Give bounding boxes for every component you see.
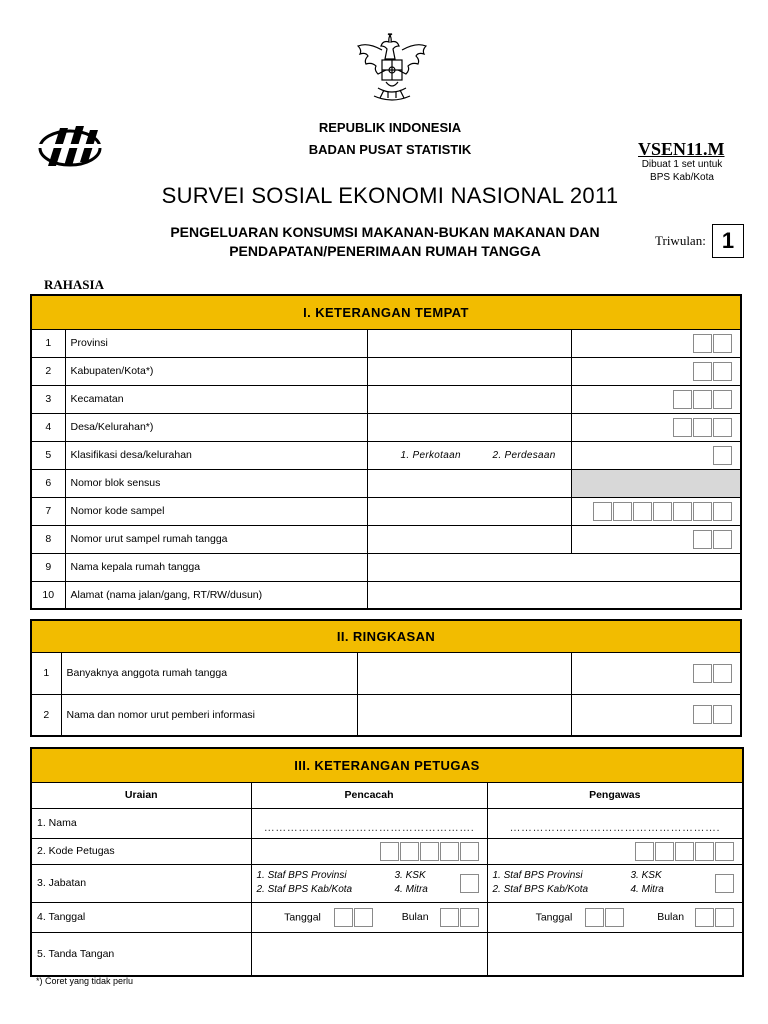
entry-field[interactable]: [367, 385, 571, 413]
option-perdesaan: 2. Perdesaan: [492, 449, 556, 461]
table-row: [31, 329, 741, 357]
row-label: Nama kepala rumah tangga: [65, 553, 367, 581]
table-row: [31, 497, 741, 525]
row-label: Nama dan nomor urut pemberi informasi: [61, 694, 357, 736]
pengawas-date-fields: [487, 902, 743, 932]
code-box[interactable]: [460, 842, 479, 861]
row-number: 6: [31, 469, 65, 497]
table-row: [31, 441, 741, 469]
day-box[interactable]: [354, 908, 373, 927]
jabatan-option-mitra: 4. Mitra: [630, 884, 664, 895]
jabatan-option-ksk: 3. KSK: [394, 870, 426, 881]
form-code: VSEN11.M: [638, 139, 725, 159]
row-label: Alamat (nama jalan/gang, RT/RW/dusun): [65, 581, 367, 609]
entry-field[interactable]: [367, 497, 571, 525]
code-boxes[interactable]: [571, 441, 741, 469]
pencacah-code-boxes[interactable]: [251, 838, 487, 864]
table-row: [31, 553, 741, 581]
pencacah-jabatan-options: [251, 864, 487, 902]
row-number: 3: [31, 385, 65, 413]
entry-field[interactable]: [357, 694, 571, 736]
row-label: Nomor urut sampel rumah tangga: [65, 525, 367, 553]
pengawas-name-field[interactable]: [487, 808, 743, 838]
section2-title: II. RINGKASAN: [31, 620, 741, 652]
table-row: [31, 902, 743, 932]
republic-label: REPUBLIK INDONESIA: [318, 120, 462, 135]
table-row: [31, 652, 741, 694]
pencacah-date-fields: [251, 902, 487, 932]
row-label: Kabupaten/Kota*): [65, 357, 367, 385]
form-note-line1: Dibuat 1 set untuk: [641, 159, 723, 170]
code-box[interactable]: [713, 334, 732, 353]
agency-label: BADAN PUSAT STATISTIK: [308, 142, 472, 157]
month-box[interactable]: [715, 908, 734, 927]
table-row: [31, 932, 743, 976]
code-box[interactable]: [693, 502, 712, 521]
month-box[interactable]: [440, 908, 459, 927]
row-label: Klasifikasi desa/kelurahan: [65, 441, 367, 469]
code-box[interactable]: [613, 502, 632, 521]
table-row: [31, 525, 741, 553]
code-box[interactable]: [673, 502, 692, 521]
pengawas-jabatan-options: [487, 864, 743, 902]
form-note-line2: BPS Kab/Kota: [650, 172, 714, 183]
code-box[interactable]: [713, 390, 732, 409]
jabatan-code-box[interactable]: [460, 874, 479, 893]
row-number: 5: [31, 441, 65, 469]
bulan-label: Bulan: [401, 910, 429, 923]
survey-subtitle-line2: PENDAPATAN/PENERIMAAN RUMAH TANGGA: [229, 243, 541, 259]
jabatan-option-provinsi: 1. Staf BPS Provinsi: [256, 870, 347, 881]
code-box[interactable]: [693, 664, 712, 683]
code-boxes[interactable]: [571, 525, 741, 553]
table-row: [31, 357, 741, 385]
survey-title: SURVEI SOSIAL EKONOMI NASIONAL 2011: [161, 183, 619, 208]
jabatan-option-mitra: 4. Mitra: [394, 884, 428, 895]
code-box[interactable]: [713, 530, 732, 549]
row-label: Provinsi: [65, 329, 367, 357]
code-boxes[interactable]: [571, 497, 741, 525]
row-label: Desa/Kelurahan*): [65, 413, 367, 441]
entry-field[interactable]: [367, 357, 571, 385]
tanggal-label: Tanggal: [284, 910, 321, 923]
dotted-line: ……………………………………………….: [263, 822, 475, 834]
code-boxes[interactable]: [571, 413, 741, 441]
code-box[interactable]: [593, 502, 612, 521]
garuda-emblem-icon: [352, 28, 432, 104]
table-row: [31, 808, 743, 838]
bps-logo-icon: [34, 118, 110, 174]
row-number: 2: [31, 357, 65, 385]
row-number: 4: [31, 413, 65, 441]
row-label-jabatan: 3. Jabatan: [31, 864, 251, 902]
jabatan-option-kabkota: 2. Staf BPS Kab/Kota: [492, 884, 589, 895]
table-row: [31, 838, 743, 864]
code-box[interactable]: [673, 390, 692, 409]
section-ringkasan: [30, 619, 742, 737]
entry-field[interactable]: [367, 469, 571, 497]
row-label-nama: 1. Nama: [31, 808, 251, 838]
code-box[interactable]: [715, 842, 734, 861]
jabatan-option-kabkota: 2. Staf BPS Kab/Kota: [256, 884, 353, 895]
jabatan-option-provinsi: 1. Staf BPS Provinsi: [492, 870, 583, 881]
code-box[interactable]: [693, 334, 712, 353]
table-row: [31, 694, 741, 736]
footnote: *) Coret yang tidak perlu: [36, 976, 134, 986]
pencacah-signature-field[interactable]: [251, 932, 487, 976]
code-boxes[interactable]: [571, 652, 741, 694]
jabatan-option-ksk: 3. KSK: [630, 870, 662, 881]
section1-title: I. KETERANGAN TEMPAT: [31, 295, 741, 329]
code-box[interactable]: [440, 842, 459, 861]
pengawas-code-boxes[interactable]: [487, 838, 743, 864]
triwulan-value-box[interactable]: 1: [712, 224, 744, 258]
code-box[interactable]: [693, 390, 712, 409]
row-number: 7: [31, 497, 65, 525]
code-box[interactable]: [693, 362, 712, 381]
col-header-pencacah: Pencacah: [251, 782, 487, 808]
row-number: 9: [31, 553, 65, 581]
survey-subtitle-line1: PENGELUARAN KONSUMSI MAKANAN-BUKAN MAKANAN DAN: [170, 224, 600, 240]
row-number: 1: [31, 329, 65, 357]
entry-field[interactable]: [367, 329, 571, 357]
row-number: 2: [31, 694, 61, 736]
triwulan-label: Triwulan:: [655, 233, 706, 248]
code-box[interactable]: [420, 842, 439, 861]
month-box[interactable]: [695, 908, 714, 927]
option-perkotaan: 1. Perkotaan: [400, 449, 461, 461]
code-box[interactable]: [635, 842, 654, 861]
row-number: 10: [31, 581, 65, 609]
pengawas-signature-field[interactable]: [487, 932, 743, 976]
section-keterangan-petugas: [30, 747, 744, 977]
code-boxes[interactable]: [571, 329, 741, 357]
row-number: 8: [31, 525, 65, 553]
code-box[interactable]: [713, 705, 732, 724]
day-box[interactable]: [605, 908, 624, 927]
shaded-cell: [571, 469, 741, 497]
code-box[interactable]: [693, 705, 712, 724]
month-box[interactable]: [460, 908, 479, 927]
row-label-kode: 2. Kode Petugas: [31, 838, 251, 864]
tanggal-label: Tanggal: [535, 910, 573, 923]
section-keterangan-tempat: [30, 294, 742, 610]
row-label: Banyaknya anggota rumah tangga: [61, 652, 357, 694]
col-header-uraian: Uraian: [31, 782, 251, 808]
code-box[interactable]: [655, 842, 674, 861]
col-header-pengawas: Pengawas: [487, 782, 743, 808]
row-label: Nomor kode sampel: [65, 497, 367, 525]
table-row: [31, 385, 741, 413]
entry-field[interactable]: [367, 581, 741, 609]
code-box[interactable]: [653, 502, 672, 521]
entry-field[interactable]: [367, 553, 741, 581]
code-box[interactable]: [693, 418, 712, 437]
code-box[interactable]: [713, 502, 732, 521]
code-box[interactable]: [675, 842, 694, 861]
row-number: 1: [31, 652, 61, 694]
code-boxes[interactable]: [571, 694, 741, 736]
bulan-label: Bulan: [657, 910, 685, 923]
code-box[interactable]: [713, 418, 732, 437]
entry-field[interactable]: [367, 413, 571, 441]
row-label: Nomor blok sensus: [65, 469, 367, 497]
code-box[interactable]: [695, 842, 714, 861]
code-box[interactable]: [633, 502, 652, 521]
table-row: [31, 469, 741, 497]
row-label: Kecamatan: [65, 385, 367, 413]
row-label-tanggal: 4. Tanggal: [31, 902, 251, 932]
table-row: [31, 581, 741, 609]
code-box[interactable]: [673, 418, 692, 437]
section3-title: III. KETERANGAN PETUGAS: [31, 748, 743, 782]
code-box[interactable]: [400, 842, 419, 861]
confidential-label: RAHASIA: [44, 277, 104, 292]
classification-options: [367, 441, 571, 469]
row-label-ttd: 5. Tanda Tangan: [31, 932, 251, 976]
entry-field[interactable]: [357, 652, 571, 694]
code-box[interactable]: [693, 530, 712, 549]
table-row: [31, 413, 741, 441]
pencacah-name-field[interactable]: [251, 808, 487, 838]
code-box[interactable]: [713, 446, 732, 465]
dotted-line: ……………………………………………….: [509, 822, 721, 834]
code-boxes[interactable]: [571, 357, 741, 385]
code-boxes[interactable]: [571, 385, 741, 413]
jabatan-code-box[interactable]: [715, 874, 734, 893]
code-box[interactable]: [713, 362, 732, 381]
table-row: [31, 864, 743, 902]
day-box[interactable]: [334, 908, 353, 927]
day-box[interactable]: [585, 908, 604, 927]
code-box[interactable]: [713, 664, 732, 683]
entry-field[interactable]: [367, 525, 571, 553]
code-box[interactable]: [380, 842, 399, 861]
